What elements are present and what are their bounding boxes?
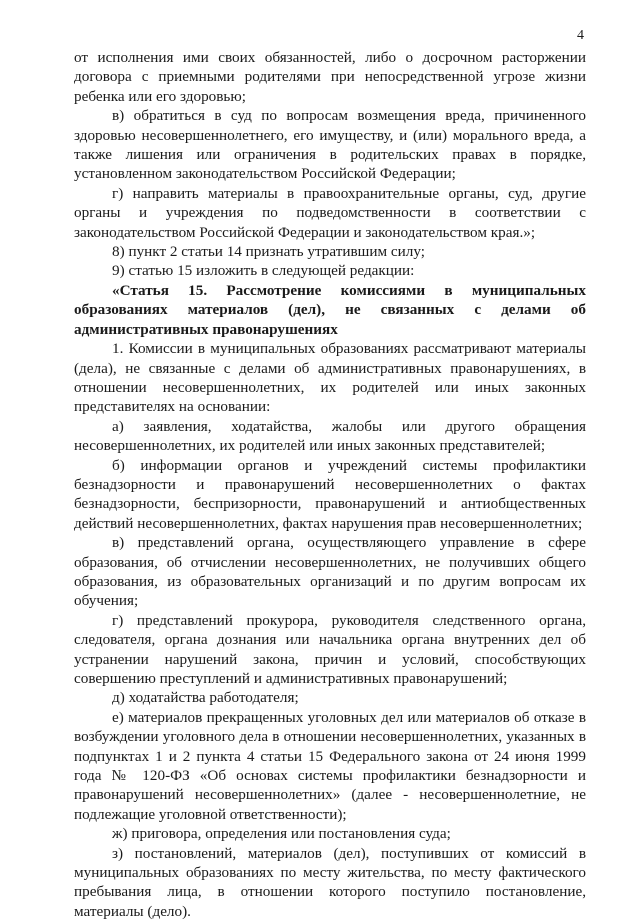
paragraph-continuation: от исполнения ими своих обязанностей, либо о досрочном расторжении договора с приемными родителями при непосредственной угрозе жизни ребенка или его здоровью;: [74, 49, 586, 105]
paragraph-item-b: б) информации органов и учреждений системы профилактики безнадзорности и правонарушений несовершеннолетних о фактах безнадзорности, беспризорности, правонарушений и антиобщественных действий несовершеннолетних, фактах нарушения прав несовершеннолетних;: [74, 456, 586, 532]
paragraph-item-z: з) постановлений, материалов (дел), поступивших от комиссий в муниципальных образованиях по месту жительства, по месту фактического пребывания лица, в отношении которого поступило постановление, материалы (дело).: [74, 844, 586, 920]
paragraph-item-e: е) материалов прекращенных уголовных дел или материалов об отказе в возбуждении уголовного дела в отношении несовершеннолетних, указанных в подпунктах 1 и 2 пункта 4 статьи 15 Федерального закона от 24 июня 1999 года № 120-ФЗ «Об основах системы профилактики безнадзорности и правонарушений несовершеннолетних» (далее - несовершеннолетние, не подлежащие уголовной ответственности);: [74, 708, 586, 823]
paragraph-clause-1: 1. Комиссии в муниципальных образованиях рассматривают материалы (дела), не связанные с делами об административных правонарушениях, в отношении несовершеннолетних, их родителей или иных законных представителях на основании:: [74, 340, 586, 416]
document-body: [74, 48, 586, 921]
paragraph-item-d: д) ходатайства работодателя;: [112, 689, 299, 707]
paragraph-item-zh: ж) приговора, определения или постановления суда;: [112, 825, 451, 843]
article-15-heading: «Статья 15. Рассмотрение комиссиями в муниципальных образованиях материалов (дел), не связанных с делами об административных правонарушениях: [74, 281, 586, 338]
page-number: 4: [577, 28, 584, 43]
paragraph-item-g: г) направить материалы в правоохранительные органы, суд, другие органы и учреждения по подведомственности в соответствии с законодательством Российской Федерации и законодательством края.»;: [74, 184, 586, 241]
paragraph-item-a: а) заявления, ходатайства, жалобы или другого обращения несовершеннолетних, их родителей или иных законных представителей;: [74, 417, 586, 455]
paragraph-item-v2: в) представлений органа, осуществляющего управление в сфере образования, об отчислении несовершеннолетних, не получивших общего образования, из образовательных организаций и по другим вопросам их обучения;: [74, 534, 586, 610]
paragraph-point-9: 9) статью 15 изложить в следующей редакции:: [112, 262, 415, 280]
paragraph-item-v: в) обратиться в суд по вопросам возмещения вреда, причиненного здоровью несовершеннолетнего, его имуществу, и (или) морального вреда, а также лишения или ограничения в родительских правах в порядке, установленном законодательством Российской Федерации;: [74, 107, 586, 183]
paragraph-point-8: 8) пункт 2 статьи 14 признать утратившим силу;: [112, 243, 425, 261]
paragraph-item-g2: г) представлений прокурора, руководителя следственного органа, следователя, органа дознания или начальника органа внутренних дел об устранении нарушений закона, причин и условий, способствующих совершению преступлений и административных правонарушений;: [74, 611, 586, 687]
